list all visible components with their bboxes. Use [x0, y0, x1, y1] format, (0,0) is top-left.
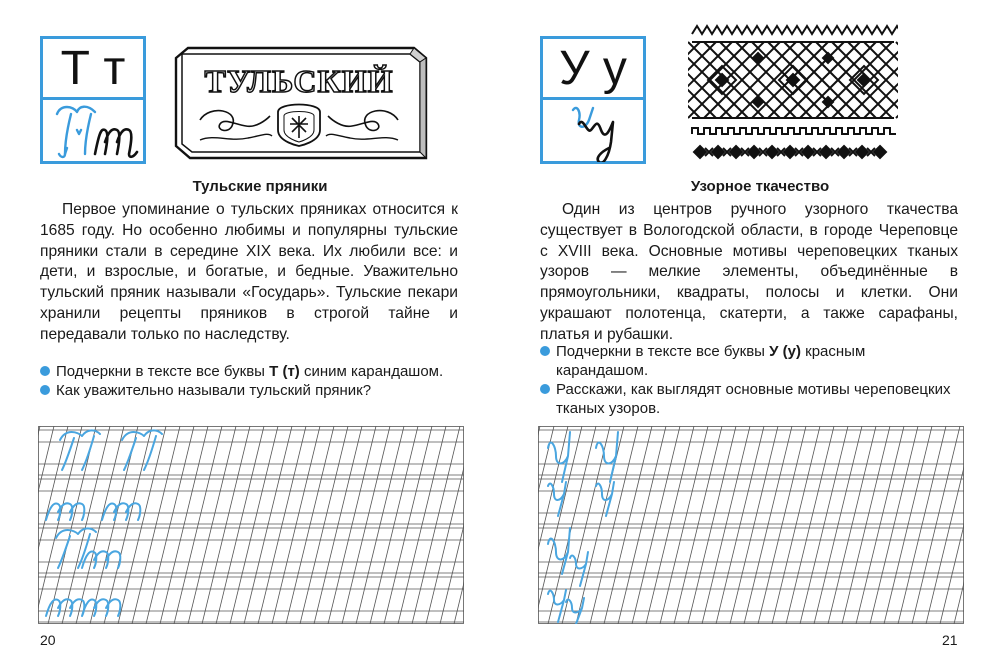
bullet-dot-icon — [40, 366, 50, 376]
page-number-right: 21 — [942, 632, 958, 648]
letter-print-u: У у — [559, 42, 627, 95]
left-paragraph-text: Первое упоминание о тульских пряниках относится к 1685 году. Но особенно любимы и популярны тульские пряники стали в середине XIX века. Их любили все: и дети, и взрослые, и богатые, и бедные. Уважительно тульский пряник называли «Государь». Тульские пекари хранили рецепты пряников в строгой тайне и передавали только по наследству. — [40, 201, 458, 343]
right-paragraph-text: Один из центров ручного узорного ткачества существует в Вологодской области, в городе Череповце с XVIII века. Основные мотивы череповецких тканых узоров — мелкие элементы, объединённые в прямоугольники, квадраты, полосы и клетки. Они украшают полотенца, скатерти, а также сарафаны, платья и рубашки. — [540, 201, 958, 343]
cursive-u-icon — [543, 100, 643, 162]
right-task-2: Расскажи, как выглядят основные мотивы череповецких тканых узоров. — [540, 380, 960, 418]
left-title: Тульские пряники — [192, 178, 328, 195]
letter-card-t — [40, 36, 146, 164]
handwriting-grid-left — [38, 426, 464, 624]
letter-script-t — [43, 100, 143, 161]
right-title: Узорное ткачество — [690, 178, 830, 195]
cursive-t-icon — [43, 100, 143, 162]
gingerbread-lettering: ТУЛЬСКИЙ — [204, 63, 394, 99]
page-number-left: 20 — [40, 632, 56, 648]
bullet-dot-icon — [540, 384, 550, 394]
left-task-2: Как уважительно называли тульский пряник? — [40, 381, 460, 400]
letter-script-u — [543, 100, 643, 161]
tula-gingerbread-illustration — [170, 40, 432, 166]
handwriting-grid-right — [538, 426, 964, 624]
left-paragraph — [40, 200, 458, 346]
right-paragraph — [540, 200, 958, 346]
letter-card-u — [540, 36, 646, 164]
bullet-dot-icon — [40, 385, 50, 395]
left-tasks — [40, 362, 460, 400]
right-page — [500, 0, 1000, 664]
weaving-ornament-illustration — [688, 22, 898, 168]
right-tasks — [540, 342, 960, 418]
letter-print-t: Т т — [60, 42, 126, 95]
left-task-1: Подчеркни в тексте все буквы Т (т) синим карандашом. — [40, 362, 460, 381]
bullet-dot-icon — [540, 346, 550, 356]
right-task-1: Подчеркни в тексте все буквы У (у) красным карандашом. — [540, 342, 960, 380]
